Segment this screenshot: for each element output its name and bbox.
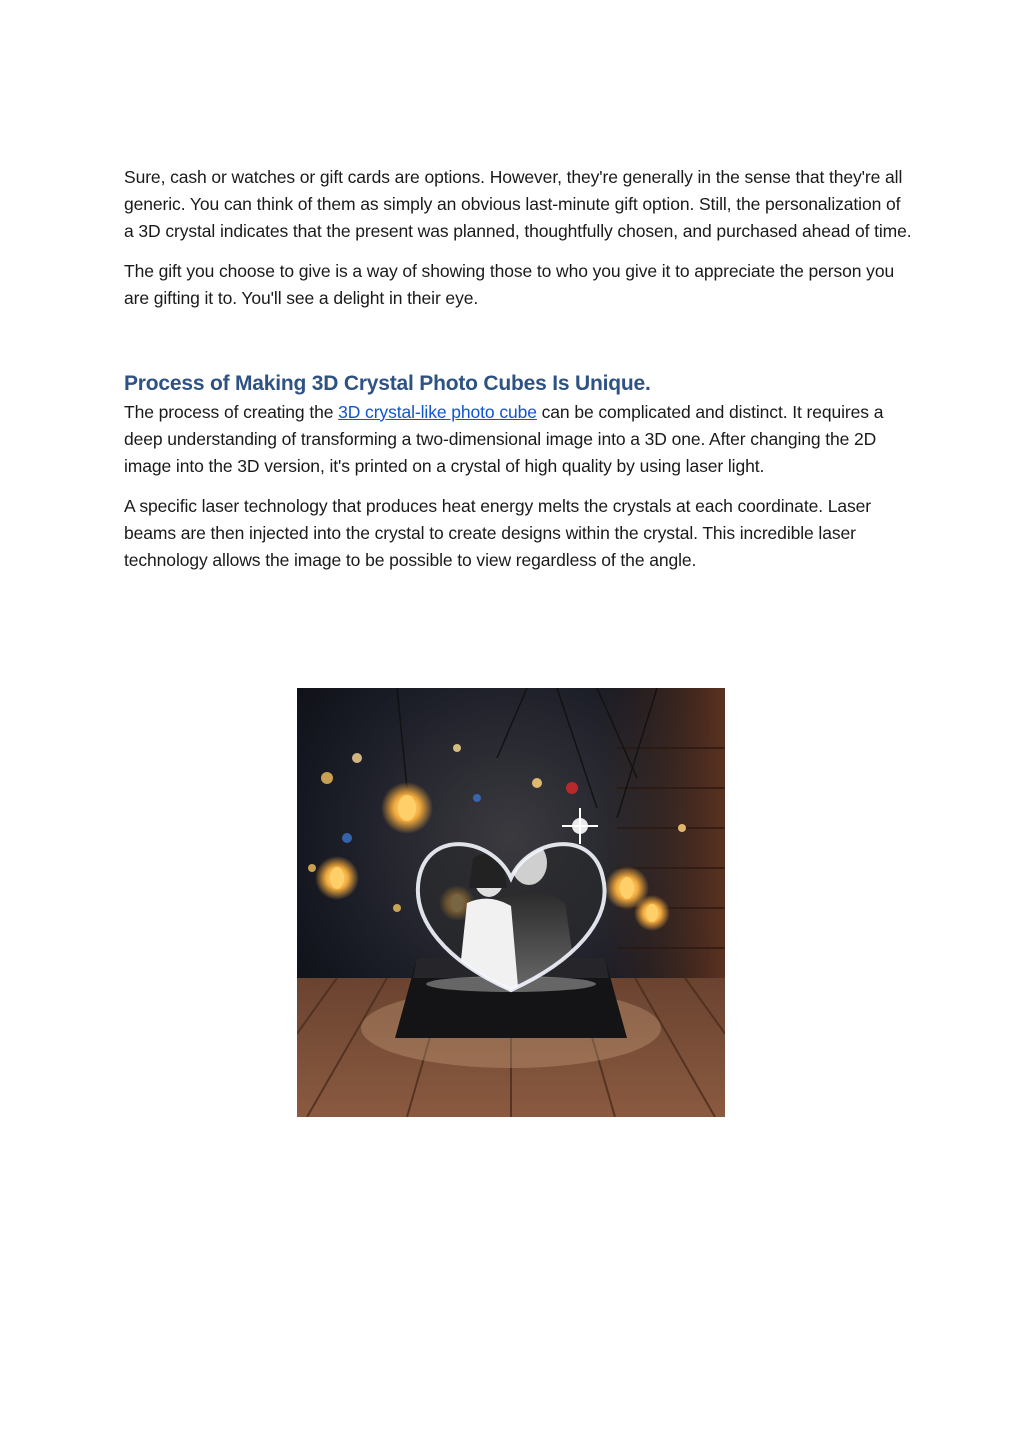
document-body <box>124 164 914 587</box>
section-paragraph-1-start: The process of creating the <box>124 402 339 422</box>
intro-paragraph-2: The gift you choose to give is a way of showing those to who you give it to appreciate the person you are gifting it to. You'll see a delight in their eye. <box>124 261 895 308</box>
section-heading: Process of Making 3D Crystal Photo Cubes Is Unique. <box>124 372 651 395</box>
crystal-photo-cube-link[interactable]: 3D crystal-like photo cube <box>338 402 537 422</box>
intro-paragraph-1: Sure, cash or watches or gift cards are options. However, they're generally in the sense that they're all generic. You can think of them as simply an obvious last-minute gift option. Still, the personalization of a 3D crystal indicates that the present was planned, thoughtfully chosen, and purchased ahead of time. <box>124 167 912 241</box>
crystal-heart-photo <box>297 688 725 1117</box>
section-paragraph-1-end: can be complicated and distinct. It requires a deep understanding of transforming a two-dimensional image into a 3D one. After changing the 2D image into the 3D version, it's printed on a crystal of high quality by using laser light. <box>124 402 884 476</box>
section-paragraph-2: A specific laser technology that produces heat energy melts the crystals at each coordinate. Laser beams are then injected into the crystal to create designs within the crystal. This incredible laser technology allows the image to be possible to view regardless of the angle. <box>124 496 872 570</box>
section-paragraph-1 <box>124 399 914 480</box>
